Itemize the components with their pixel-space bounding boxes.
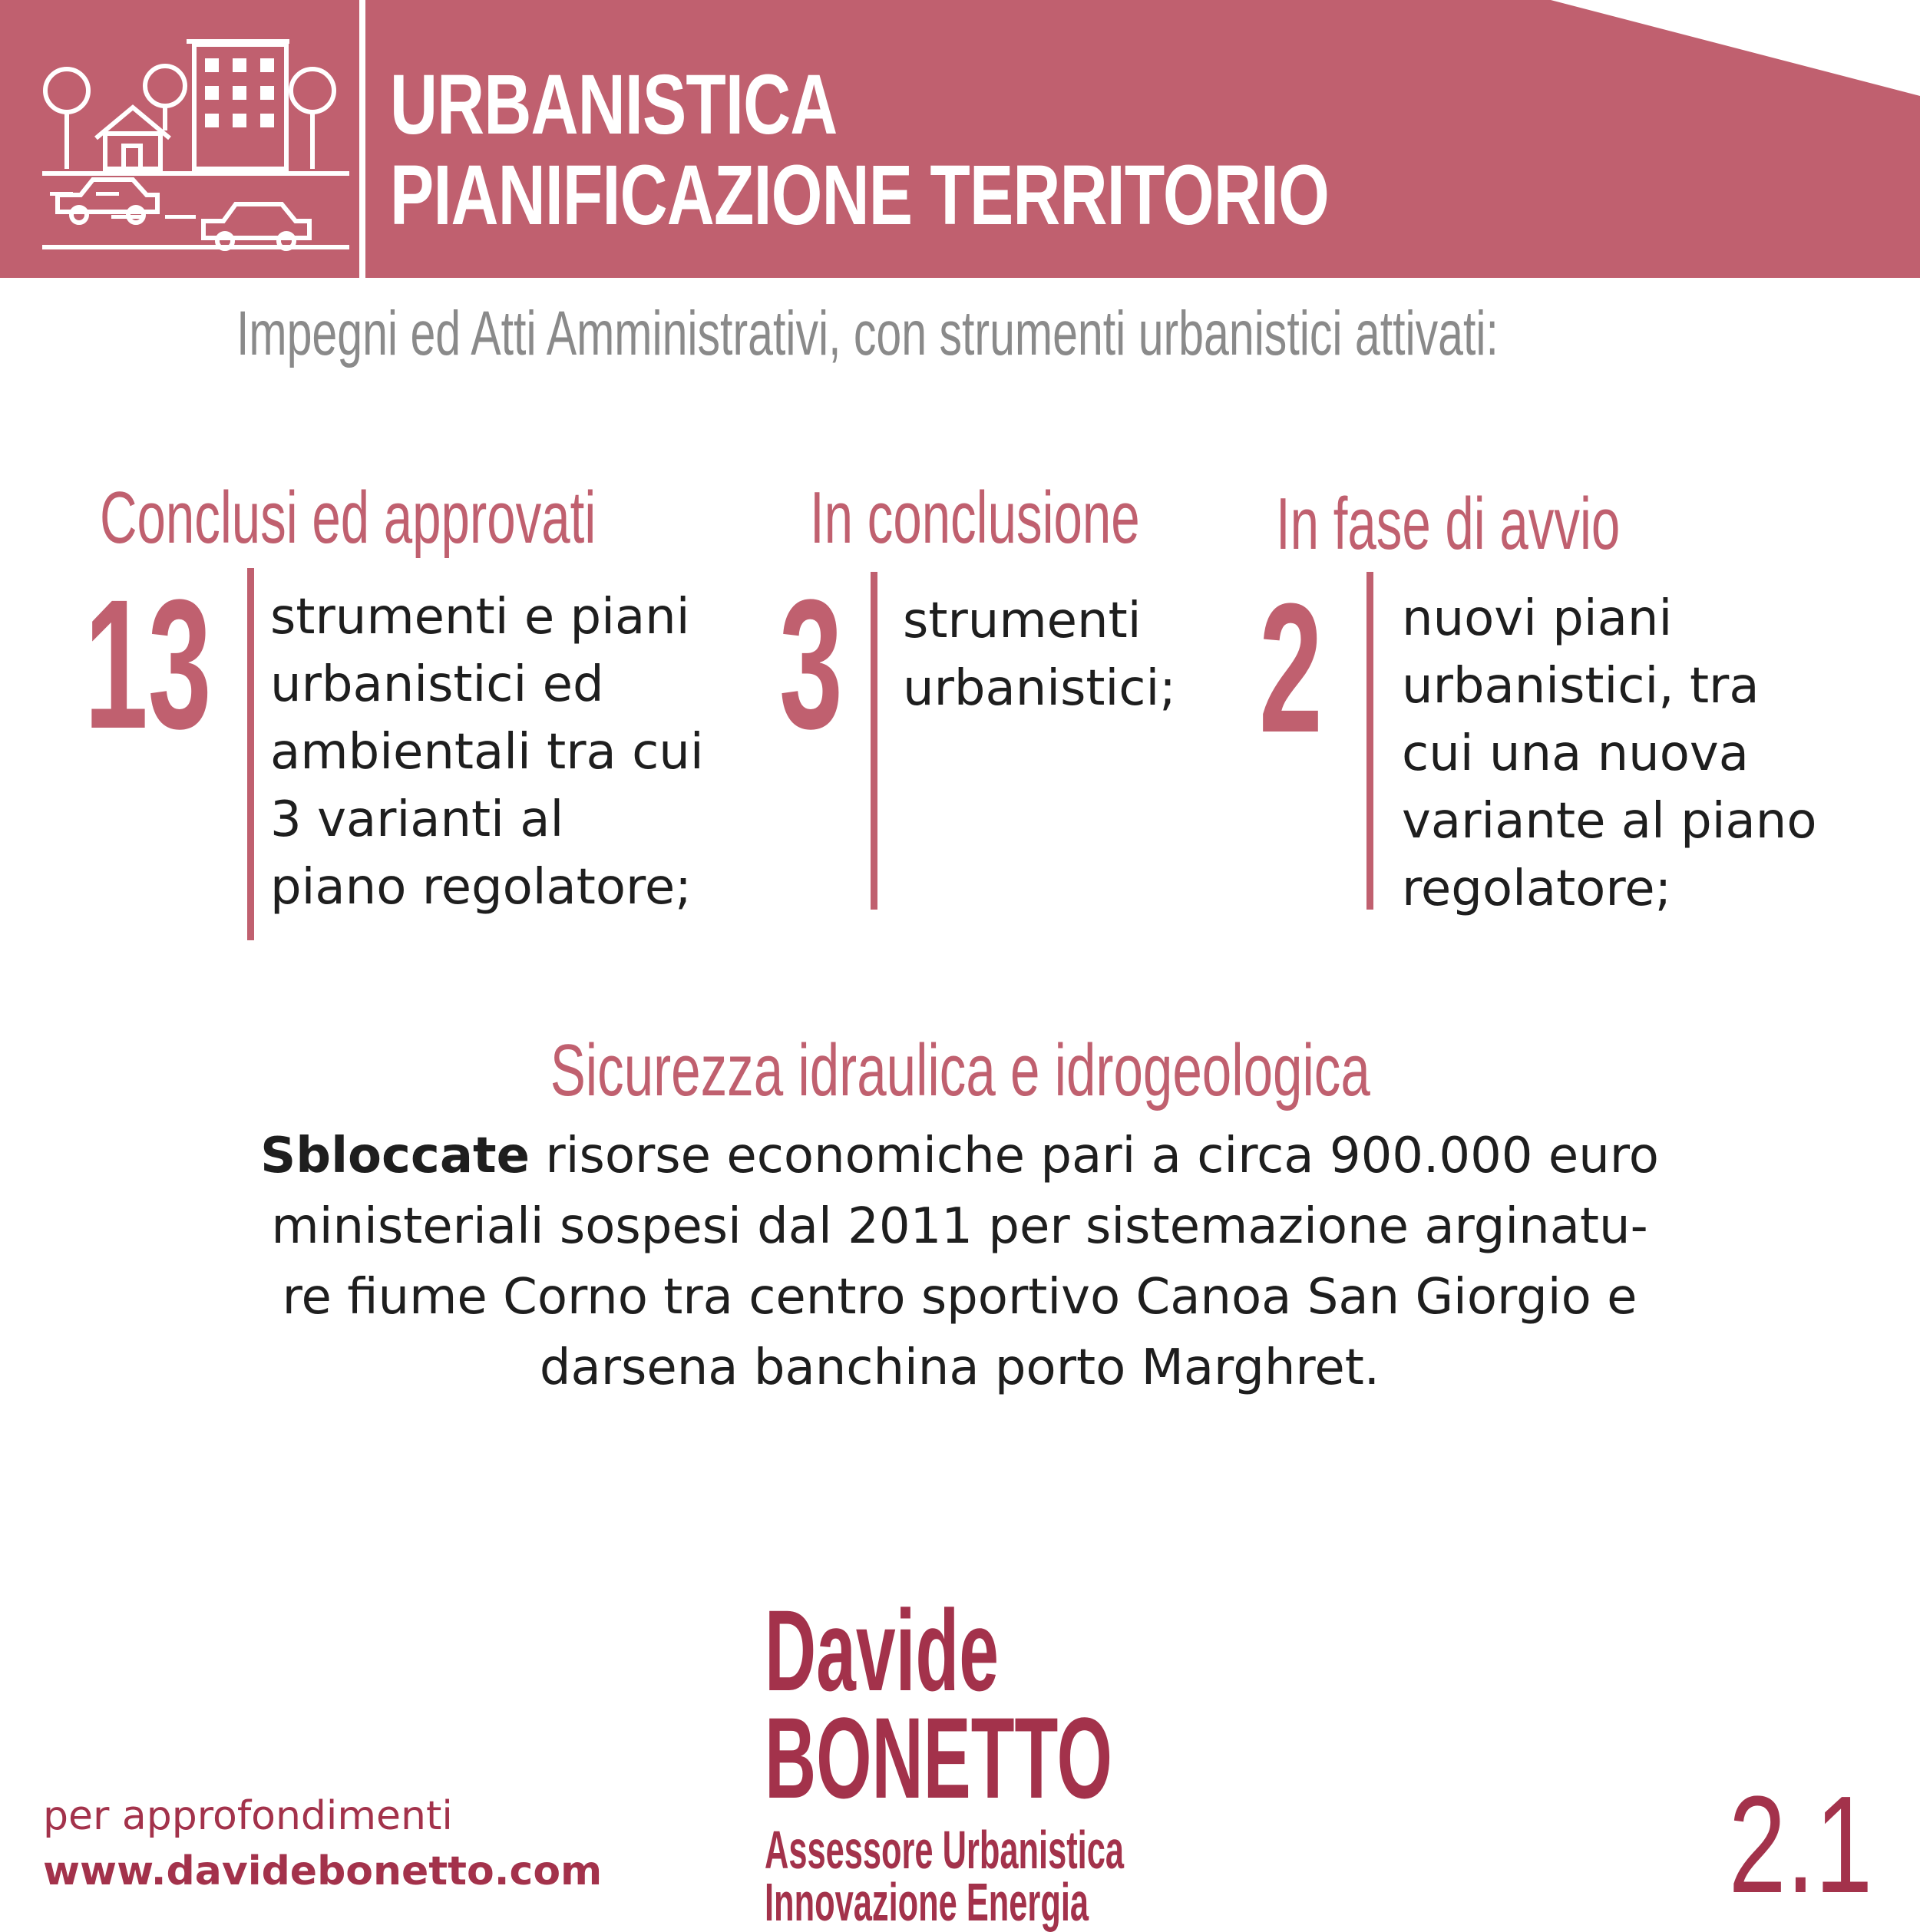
header-banner [0, 0, 1920, 278]
page-title [390, 60, 1329, 241]
website-link[interactable]: www.davidebonetto.com [43, 1848, 603, 1894]
stat-heading-starting: In fase di avvio [1276, 483, 1621, 565]
header-divider [359, 0, 365, 278]
stat-heading-concluded: Conclusi ed approvati [100, 477, 596, 559]
stat-text-line: regolatore; [1402, 860, 1672, 917]
section-body [154, 1121, 1766, 1403]
section-title-text: Sicurezza idraulica e idrogeologica [550, 1029, 1370, 1111]
stat-text-line: variante al piano [1402, 793, 1817, 850]
brand-last-name: BONETTO [765, 1693, 1112, 1822]
title-line-2: PIANIFICAZIONE TERRITORIO [390, 148, 1330, 243]
stat-text-line: nuovi piani [1402, 590, 1673, 647]
stat-text-line: urbanistici ed [270, 656, 604, 713]
body-line-4: darsena banchina porto Marghret. [539, 1339, 1380, 1396]
city-buildings-cars-icon [42, 31, 349, 253]
more-info-label: per approfondimenti [43, 1793, 453, 1839]
stat-text-line: ambientali tra cui [270, 724, 704, 781]
body-bold-lead: Sbloccate [260, 1128, 530, 1184]
stat-divider-starting [1366, 572, 1373, 910]
stat-text-line: strumenti e piani [270, 589, 690, 646]
brand-role-2: Innovazione Energia [765, 1872, 1089, 1932]
stat-text-line: cui una nuova [1402, 725, 1749, 782]
brand-role-1: Assessore Urbanistica [765, 1820, 1124, 1880]
stat-text-starting [1402, 585, 1816, 923]
section-title [0, 1029, 1920, 1113]
stat-divider-concluded [247, 568, 254, 940]
subtitle: Impegni ed Atti Amministrativi, con strumenti urbanistici attivati: [236, 299, 1499, 368]
stat-text-line: urbanistici; [903, 660, 1176, 717]
page-number: 2.1 [1728, 1768, 1872, 1922]
body-line-1-rest: risorse economiche pari a circa 900.000 euro [530, 1128, 1659, 1184]
brand-first-name: Davide [765, 1586, 999, 1715]
stat-divider-concluding [871, 572, 877, 910]
body-line-3: re fiume Corno tra centro sportivo Canoa San Giorgio e [282, 1269, 1637, 1326]
body-line-2: ministeriali sospesi dal 2011 per sistemazione arginatu- [271, 1198, 1648, 1255]
title-line-1: URBANISTICA [390, 58, 838, 152]
stat-number-concluding: 3 [779, 561, 843, 767]
stat-text-line: piano regolatore; [270, 859, 692, 916]
stat-text-line: urbanistici, tra [1402, 658, 1760, 715]
stat-number-concluded: 13 [84, 561, 212, 767]
stat-text-concluded [270, 583, 704, 921]
stat-number-starting: 2 [1259, 565, 1323, 771]
stat-text-line: strumenti [903, 593, 1142, 649]
stat-heading-concluding: In conclusione [810, 477, 1140, 559]
body-line-1 [154, 1121, 1766, 1191]
stat-text-concluding [903, 587, 1176, 722]
brand-logo [765, 1586, 1124, 1932]
stat-text-line: 3 varianti al [270, 791, 564, 848]
